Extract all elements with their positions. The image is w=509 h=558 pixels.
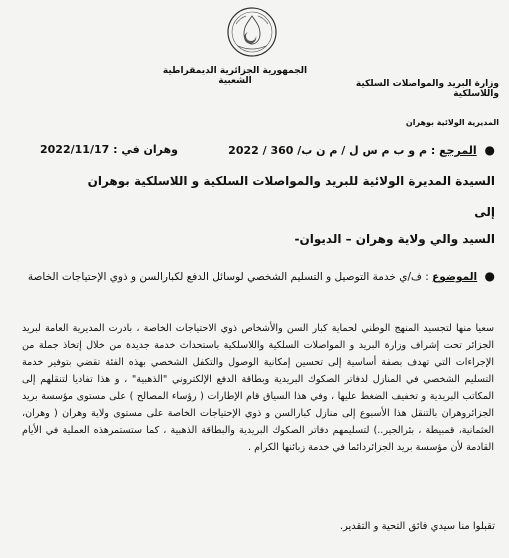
- body-paragraph: سعيا منها لتجسيد المنهج الوطني لحماية كبار السن والأشخاص ذوي الاحتياجات الخاصة ، بادرت المديرية العامة لبريد الجزائر تحت إشراف وزارة البريد و المواصلات السلكية واللاسلكية باستحداث خدمة جديدة من خلال إتخاذ جملة من الإجراءات التي تهدف بصفة أساسية إلى تحسين إمكانية الوصول والتكفل الشخصي بهذه الفئة تقضي بتوفير خدمة التسليم الشخصي في المنازل لدفاتر الصكوك البريدية وبطاقة الدفع الإلكتروني "الذهبية" ، و هذا تفاديا لتنقلهم إلى المكاتب البريدية و تخفيف الضغط عليها ، وفي هذا السياق قام الإطارات ( رؤساء المصالح ) على مستوى مؤسسة بريد الجزائروهران بالتنقل هذا الأسبوع إلى منازل كبارالسن و ذوي الإحتياجات الخاصة على مستوى ولاية وهران ( وهران، العثمانية، قمبيطة ، بئرالجير..) لتسليمهم دفاتر الصكوك البريدية والبطاقة الذهبية ، كما ستستمرهذه العملية في الأيام القادمة لأن مؤسسة بريد الجزائردائما في خدمة زبائنها الكرام .: [22, 323, 494, 453]
- national-emblem-icon: [226, 6, 278, 58]
- subject-line: [15, 269, 495, 283]
- directorate-name: المديرية الولائية بوهران: [405, 118, 499, 127]
- bullet-icon: ●: [484, 269, 495, 283]
- sender-line: السيدة المديرة الولائية للبريد والمواصلات السلكية و اللاسلكية بوهران: [87, 174, 495, 188]
- subject-text: : ف/ي خدمة التوصيل و التسليم الشخصي لوسائل الدفع لكبارالسن و ذوي الإحتياجات الخاصة: [27, 271, 429, 283]
- republic-name: الجمهورية الجزائرية الديمقراطية الشعبية: [162, 66, 308, 86]
- ministry-name: وزارة البريد والمواصلات السلكية واللاسلكية: [355, 79, 499, 99]
- letter-date: وهران في : 2022/11/17: [40, 143, 178, 156]
- reference-line: [195, 143, 495, 157]
- bullet-icon: ●: [484, 143, 495, 157]
- recipient-line: السيد والي ولاية وهران – الديوان-: [294, 232, 495, 246]
- subject-label: الموضوع: [432, 271, 478, 283]
- reference-value: : م و ب م س ل / م ن ب/ 360 / 2022: [228, 144, 436, 157]
- closing-line: تقبلوا منا سيدي فائق التحية و التقدير.: [339, 521, 495, 532]
- recipient-label: إلى: [474, 205, 495, 219]
- reference-label: المرجع: [439, 144, 477, 157]
- letter-body: [22, 320, 494, 456]
